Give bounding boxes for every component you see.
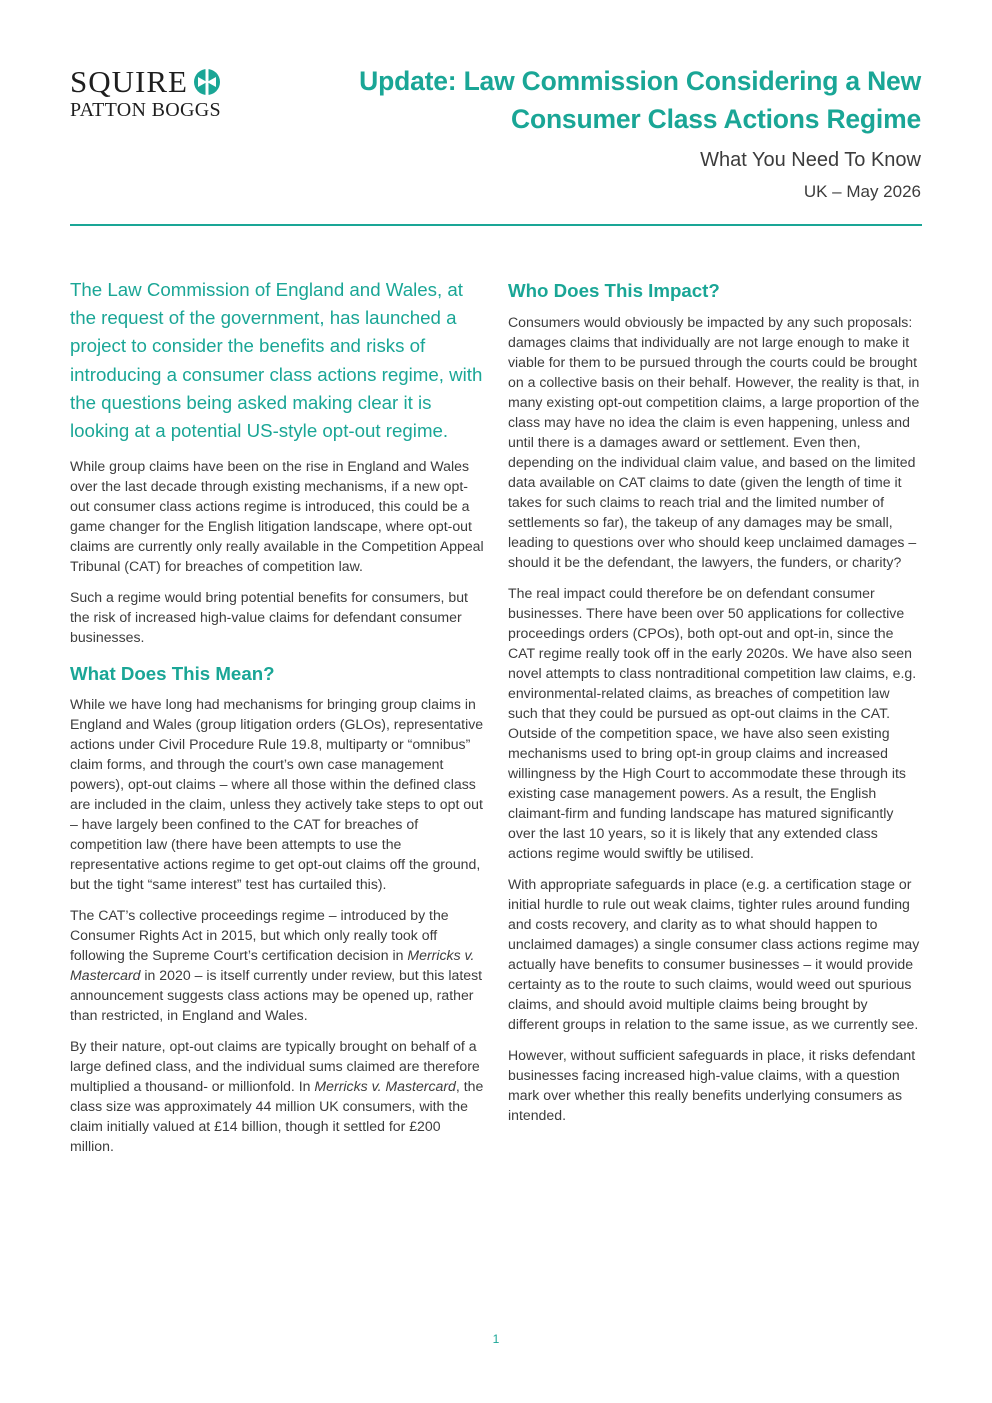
body-paragraph: However, without sufficient safeguards in place, it risks defendant businesses facing increased high-value claims, with a question mark over whether this really benefits underlying consumers as intended. [508, 1047, 916, 1123]
header-divider [70, 224, 922, 226]
document-title [281, 62, 921, 138]
body-paragraph: While we have long had mechanisms for bringing group claims in England and Wales (group litigation orders (GLOs), representative actions under Civil Procedure Rule 19.8, multiparty or “omnibus” claim forms, and through the court’s own case management powers), opt-out claims – where all those within the defined class are included in the claim, unless they actively take steps to opt out – have largely been confined to the CAT for breaches of competition law (there have been attempts to use the representative actions regime to get opt-out claims off the ground, but the tight “same interest” test has curtailed this). [70, 696, 484, 893]
text-run: in 2020 – is itself currently under review, but this latest announcement suggests class actions may be opened up, rather than restricted, in England and Wales. [70, 967, 483, 1024]
section-heading-what-does-this-mean: What Does This Mean? [70, 663, 275, 685]
case-name: Merricks v. Mastercard [70, 947, 475, 984]
text-run: By their nature, opt-out claims are typically brought on behalf of a large defined class, and the individual sums claimed are therefore multiplied a thousand- or millionfold. In [70, 1038, 480, 1095]
text-run: , the class size was approximately 44 million UK consumers, with the claim initially valued at £14 billion, though it settled for £200 million. [70, 1078, 484, 1155]
title-line-1: Update: Law Commission Considering a New [359, 66, 921, 96]
lead-paragraph: The Law Commission of England and Wales, at the request of the government, has launched a project to consider the benefits and risks of introducing a consumer class actions regime, with the questions being asked making clear it is looking at a potential US-style opt-out regime. [70, 279, 483, 442]
logo-mark-icon [192, 67, 222, 97]
body-paragraph: The real impact could therefore be on defendant consumer businesses. There have been over 50 applications for collective proceedings orders (CPOs), both opt-out and opt-in, since the CAT regime really took off in the early 2020s. We have also seen novel attempts to class nontraditional competition law claims, e.g. environmental-related claims, as breaches of competition law such that they could be pursued as opt-out claims in the CAT. Outside of the competition space, we have also seen existing mechanisms used to bring opt-in group claims and increased willingness by the High Court to accommodate these through its existing case management powers. As a result, the English claimant-firm and funding landscape has matured significantly over the last 10 years, so it is likely that any extended class actions regime would swiftly be utilised. [508, 585, 917, 861]
body-paragraph: Such a regime would bring potential benefits for consumers, but the risk of increased high-value claims for defendant consumer businesses. [70, 589, 468, 646]
document-subtitle: What You Need To Know [700, 149, 921, 171]
page-number: 1 [492, 1332, 500, 1346]
company-logo [70, 66, 250, 121]
section-heading-who-does-this-impact: Who Does This Impact? [508, 280, 720, 301]
body-paragraph: With appropriate safeguards in place (e.g. a certification stage or initial hurdle to rule out weak claims, tighter rules around funding and costs recovery, and clarity as to what should happen to unclaimed damages) a single consumer class actions regime may actually have benefits to consumer businesses – it would provide certainty as to the route to such claims, would weed out spurious claims, and should avoid multiple claims being brought by different groups in relation to the same issue, as we currently see. [508, 876, 920, 1032]
logo-word-squire: SQUIRE [70, 64, 188, 99]
body-paragraph [70, 905, 484, 1025]
case-name: Merricks v. Mastercard [314, 1078, 456, 1095]
left-column [70, 276, 484, 1167]
right-column [508, 276, 922, 1136]
document-date: UK – May 2026 [803, 182, 921, 201]
title-line-2: Consumer Class Actions Regime [511, 104, 921, 134]
body-paragraph: Consumers would obviously be impacted by any such proposals: damages claims that individually are not large enough to make it viable for them to be pursued through the courts could be brought on a collective basis on their behalf. However, the reality is that, in many existing opt-out competition claims, a large proportion of the class may have no idea the claim is even happening, unless and until there is a damages award or settlement. Even then, depending on the individual claim value, and based on the limited data available on CAT claims to date (given the length of time it takes for such claims to reach trial and the limited number of settlements so far), the takeup of any damages may be small, leading to questions over who should keep unclaimed damages – should it be the defendant, the lawyers, the funders, or charity? [508, 314, 920, 570]
logo-word-patton-boggs: PATTON BOGGS [70, 99, 221, 121]
text-run: The CAT’s collective proceedings regime – introduced by the Consumer Rights Act in 2015, but which only really took off following the Supreme Court’s certification decision in [70, 907, 449, 964]
document-header [281, 62, 921, 203]
body-paragraph: While group claims have been on the rise in England and Wales over the last decade through existing mechanisms, if a new opt-out consumer class actions regime is introduced, this could be a game changer for the English litigation landscape, where opt-out claims are currently only really available in the Competition Appeal Tribunal (CAT) for breaches of competition law. [70, 458, 484, 575]
body-paragraph [70, 1036, 484, 1156]
